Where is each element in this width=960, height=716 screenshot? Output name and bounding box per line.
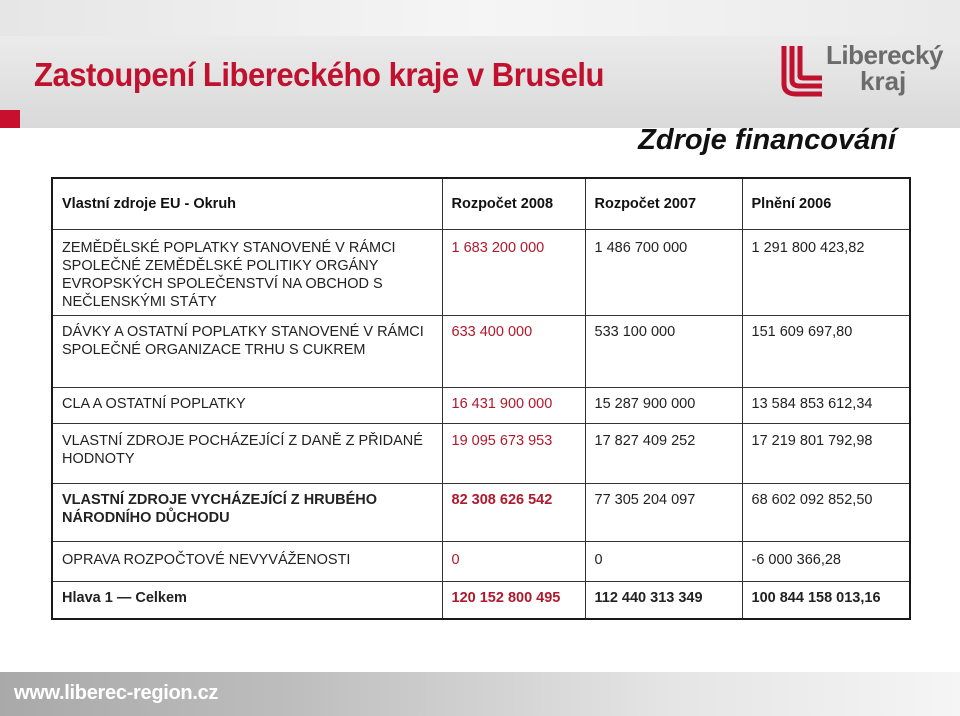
column-header-fulfillment-2006: Plnění 2006 xyxy=(742,178,910,230)
cell-budget-2008: 82 308 626 542 xyxy=(442,484,585,542)
logo-text-line2: kraj xyxy=(860,66,907,96)
header-red-accent xyxy=(0,110,20,128)
column-header-source: Vlastní zdroje EU - Okruh xyxy=(52,178,442,230)
budget-table xyxy=(51,177,911,620)
liberec-region-logo-icon xyxy=(776,40,828,100)
cell-fulfillment-2006: 100 844 158 013,16 xyxy=(742,582,910,619)
cell-budget-2008: 120 152 800 495 xyxy=(442,582,585,619)
row-label: Hlava 1 — Celkem xyxy=(52,582,442,619)
cell-fulfillment-2006: 1 291 800 423,82 xyxy=(742,230,910,316)
cell-fulfillment-2006: 151 609 697,80 xyxy=(742,316,910,388)
table-row xyxy=(52,388,910,424)
row-label: ZEMĚDĚLSKÉ POPLATKY STANOVENÉ V RÁMCI SPOLEČNÉ ZEMĚDĚLSKÉ POLITIKY ORGÁNY EVROPSKÝCH SPOLEČENSTVÍ NA OBCHOD S NEČLENSKÝMI STÁTY xyxy=(52,230,442,316)
row-label: OPRAVA ROZPOČTOVÉ NEVYVÁŽENOSTI xyxy=(52,542,442,582)
cell-fulfillment-2006: -6 000 366,28 xyxy=(742,542,910,582)
table-row xyxy=(52,316,910,388)
cell-budget-2007: 15 287 900 000 xyxy=(585,388,742,424)
header-top-stripe xyxy=(0,0,960,36)
cell-fulfillment-2006: 17 219 801 792,98 xyxy=(742,424,910,484)
table-total-row xyxy=(52,582,910,619)
column-header-budget-2008: Rozpočet 2008 xyxy=(442,178,585,230)
cell-budget-2008: 16 431 900 000 xyxy=(442,388,585,424)
table-row xyxy=(52,230,910,316)
cell-budget-2007: 17 827 409 252 xyxy=(585,424,742,484)
cell-fulfillment-2006: 13 584 853 612,34 xyxy=(742,388,910,424)
row-label: VLASTNÍ ZDROJE POCHÁZEJÍCÍ Z DANĚ Z PŘIDANÉ HODNOTY xyxy=(52,424,442,484)
cell-budget-2008: 1 683 200 000 xyxy=(442,230,585,316)
row-label: VLASTNÍ ZDROJE VYCHÁZEJÍCÍ Z HRUBÉHO NÁRODNÍHO DŮCHODU xyxy=(52,484,442,542)
cell-budget-2008: 0 xyxy=(442,542,585,582)
column-header-budget-2007: Rozpočet 2007 xyxy=(585,178,742,230)
cell-budget-2008: 19 095 673 953 xyxy=(442,424,585,484)
table-row xyxy=(52,542,910,582)
cell-budget-2007: 1 486 700 000 xyxy=(585,230,742,316)
liberecky-kraj-logo xyxy=(776,40,943,100)
section-title: Zdroje financování xyxy=(638,124,896,156)
cell-fulfillment-2006: 68 602 092 852,50 xyxy=(742,484,910,542)
cell-budget-2008: 633 400 000 xyxy=(442,316,585,388)
page-header-title: Zastoupení Libereckého kraje v Bruselu xyxy=(34,56,604,93)
row-label: DÁVKY A OSTATNÍ POPLATKY STANOVENÉ V RÁMCI SPOLEČNÉ ORGANIZACE TRHU S CUKREM xyxy=(52,316,442,388)
footer-url: www.liberec-region.cz xyxy=(14,682,219,704)
cell-budget-2007: 533 100 000 xyxy=(585,316,742,388)
cell-budget-2007: 0 xyxy=(585,542,742,582)
table-row xyxy=(52,484,910,542)
row-label: CLA A OSTATNÍ POPLATKY xyxy=(52,388,442,424)
cell-budget-2007: 77 305 204 097 xyxy=(585,484,742,542)
logo-text-line1: Liberecký xyxy=(826,40,943,70)
table-row xyxy=(52,424,910,484)
cell-budget-2007: 112 440 313 349 xyxy=(585,582,742,619)
table-header-row xyxy=(52,178,910,230)
